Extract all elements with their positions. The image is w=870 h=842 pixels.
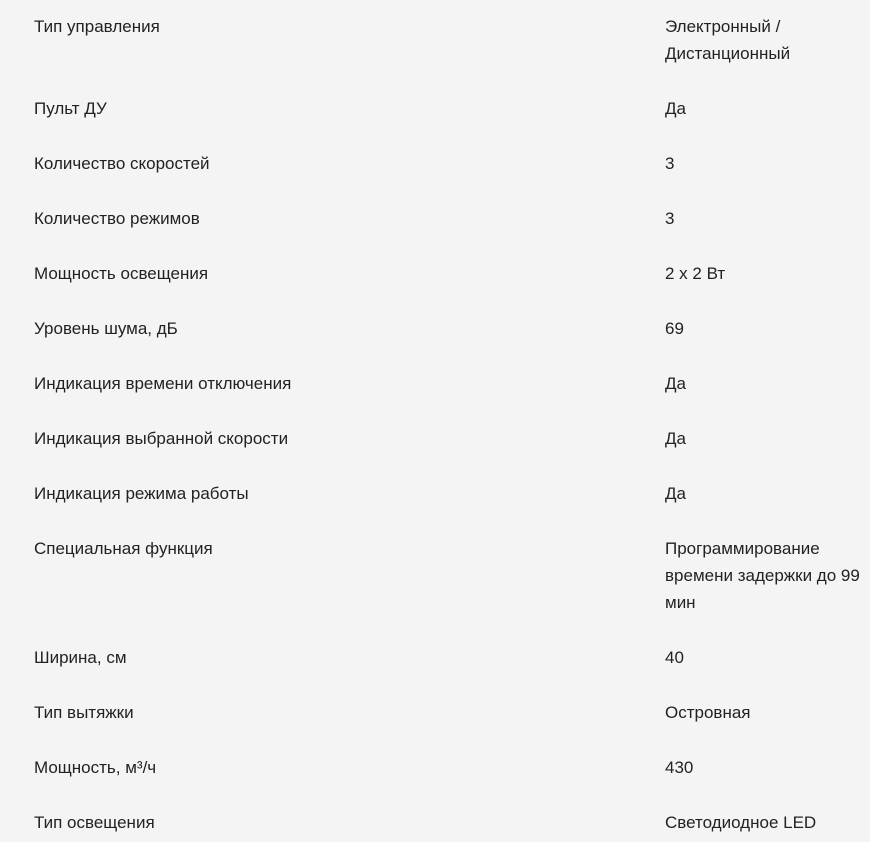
spec-label: Индикация режима работы: [34, 484, 249, 503]
spec-value: Да: [665, 99, 686, 118]
spec-value: Программирование времени задержки до 99 мин: [665, 539, 860, 612]
spec-label: Тип управления: [34, 17, 160, 36]
spec-value: 3: [665, 154, 675, 173]
spec-value: Островная: [665, 703, 751, 722]
spec-label: Уровень шума, дБ: [34, 319, 178, 338]
spec-value: 430: [665, 758, 694, 777]
spec-value: Электронный / Дистанционный: [665, 17, 791, 63]
spec-label: Мощность освещения: [34, 264, 209, 283]
spec-label: Тип вытяжки: [34, 703, 134, 722]
spec-value: 69: [665, 319, 684, 338]
spec-label: Количество режимов: [34, 209, 200, 228]
spec-value: 3: [665, 209, 675, 228]
spec-label: Индикация выбранной скорости: [34, 429, 289, 448]
spec-label: Индикация времени отключения: [34, 374, 292, 393]
spec-value: Да: [665, 484, 686, 503]
spec-label: Специальная функция: [34, 539, 213, 558]
spec-value: Светодиодное LED: [665, 813, 817, 832]
spec-label: Ширина, см: [34, 648, 127, 667]
spec-label: Пульт ДУ: [34, 99, 107, 118]
spec-label: Количество скоростей: [34, 154, 210, 173]
spec-value: 2 x 2 Вт: [665, 264, 726, 283]
spec-value: 40: [665, 648, 684, 667]
spec-label: Тип освещения: [34, 813, 155, 832]
spec-value: Да: [665, 429, 686, 448]
spec-label: Мощность, м³/ч: [34, 758, 157, 777]
spec-value: Да: [665, 374, 686, 393]
